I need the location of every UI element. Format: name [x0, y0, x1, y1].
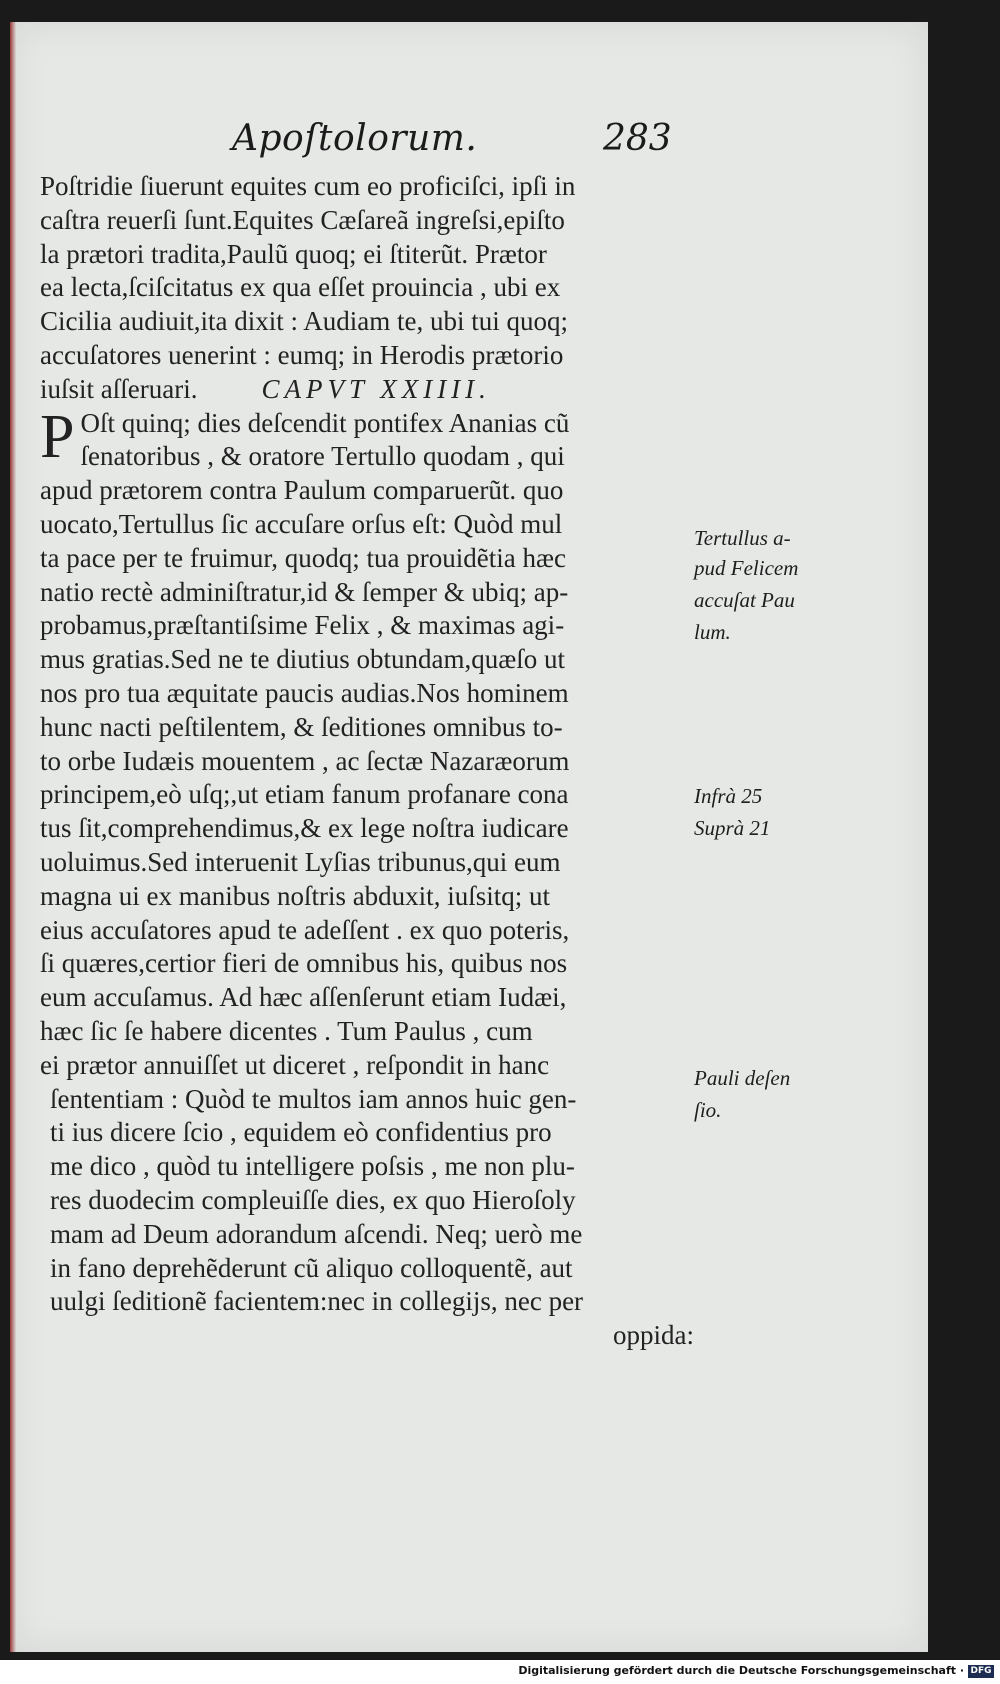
margin-note: Pauli deſen — [694, 1066, 791, 1090]
text-line: ti ius dicere ſcio , equidem eò confidentius pro — [50, 1117, 552, 1148]
margin-note: accuſat Pau — [694, 588, 795, 612]
dfg-logo: DFG — [968, 1665, 994, 1678]
text-line: mus gratias.Sed ne te diutius obtundam,quæſo ut — [40, 644, 565, 675]
footer-bar — [0, 1660, 1000, 1684]
text-line: principem,eò uſq;,ut etiam fanum profanare cona — [40, 779, 569, 810]
text-line: natio rectè adminiſtratur,id & ſemper & ubiq; ap- — [40, 576, 569, 607]
text-line: la prætori tradita,Paulũ quoq; ei ſtiterũt. Prætor — [40, 238, 547, 269]
paragraph-start — [40, 402, 702, 475]
text-line: ſententiam : Quòd te multos iam annos huic gen- — [50, 1083, 577, 1114]
text-line: in fano deprehẽderunt cũ aliquo colloquentẽ, aut — [50, 1252, 573, 1283]
text-line: magna ui ex manibus noſtris abduxit, iuſsitq; ut — [40, 880, 550, 911]
chapter-heading: CAPVT XXIIII. — [261, 373, 491, 404]
text-line: nos pro tua æquitate paucis audias.Nos hominem — [40, 677, 569, 708]
page-edge — [10, 22, 16, 1652]
text-line: ſenatoribus , & oratore Tertullo quodam , qui — [80, 441, 565, 472]
text-fragment: iuſsit aſſeruari. — [40, 373, 198, 404]
text-line: Cicilia audiuit,ita dixit : Audiam te, ubi tui quoq; — [40, 306, 568, 337]
margin-note: lum. — [694, 620, 731, 644]
text-line: tus ſit,comprehendimus,& ex lege noſtra iudicare — [40, 813, 569, 844]
text-line: uocato,Tertullus ſic accuſare orſus eſt: Quòd mul — [40, 508, 563, 539]
text-line: mam ad Deum adorandum aſcendi. Neq; uerò me — [50, 1218, 583, 1249]
text-line: res duodecim compleuiſſe dies, ex quo Hieroſoly — [50, 1184, 576, 1215]
text-line: uulgi ſeditionẽ facientem:nec in collegijs, nec per — [50, 1286, 584, 1317]
text-line: ei prætor annuiſſet ut diceret , reſpondit in hanc — [40, 1049, 550, 1080]
drop-cap: P — [40, 402, 75, 471]
catchword: oppida: — [613, 1320, 694, 1351]
text-line: hæc ſic ſe habere dicentes . Tum Paulus , cum — [40, 1015, 533, 1046]
text-line: ſi quæres,certior fieri de omnibus his, quibus nos — [40, 948, 568, 979]
text-line: Oſt quinq; dies deſcendit pontifex Ananias cũ — [80, 407, 570, 438]
text-line: to orbe Iudæis mouentem , ac ſectæ Nazaræorum — [40, 745, 570, 776]
text-line: ea lecta,ſciſcitatus ex qua eſſet prouincia , ubi ex — [40, 272, 561, 303]
page-header — [10, 118, 928, 168]
text-line: eius accuſatores apud te adeſſent . ex quo poteris, — [40, 914, 570, 945]
text-line: eum accuſamus. Ad hæc aſſenſerunt etiam Iudæi, — [40, 982, 567, 1013]
running-title: Apoſtolorum. — [232, 118, 478, 159]
text-line: accuſatores uenerint : eumq; in Herodis prætorio — [40, 339, 564, 370]
text-line — [40, 373, 702, 407]
text-line: apud prætorem contra Paulum comparuerũt. quo — [40, 475, 564, 506]
footer-credit: Digitalisierung gefördert durch die Deutsche Forschungsgemeinschaft · — [518, 1664, 964, 1677]
margin-note: pud Felicem — [694, 556, 799, 580]
text-line: me dico , quòd tu intelligere poſsis , me non plu- — [50, 1151, 575, 1182]
text-line: caſtra reuerſi ſunt.Equites Cæſareã ingreſsi,epiſto — [40, 204, 565, 235]
text-line: uoluimus.Sed interuenit Lyſias tribunus,qui eum — [40, 846, 561, 877]
text-line: hunc nacti peſtilentem, & ſeditiones omnibus to- — [40, 711, 563, 742]
text-line: Poſtridie ſiuerunt equites cum eo proficiſci, ipſi in — [40, 171, 576, 201]
body-text — [40, 170, 702, 1353]
page-number: 283 — [603, 118, 672, 159]
text-line: ta pace per te fruimur, quodq; tua prouidẽtia hæc — [40, 542, 566, 573]
book-page — [10, 22, 928, 1652]
margin-note: Suprà 21 — [694, 816, 771, 840]
margin-note: Infrà 25 — [694, 784, 763, 808]
text-line: probamus,præſtantiſsime Felix , & maximas agi- — [40, 610, 565, 641]
margin-note: Tertullus a- — [694, 526, 791, 550]
margin-note: ſio. — [694, 1098, 722, 1122]
